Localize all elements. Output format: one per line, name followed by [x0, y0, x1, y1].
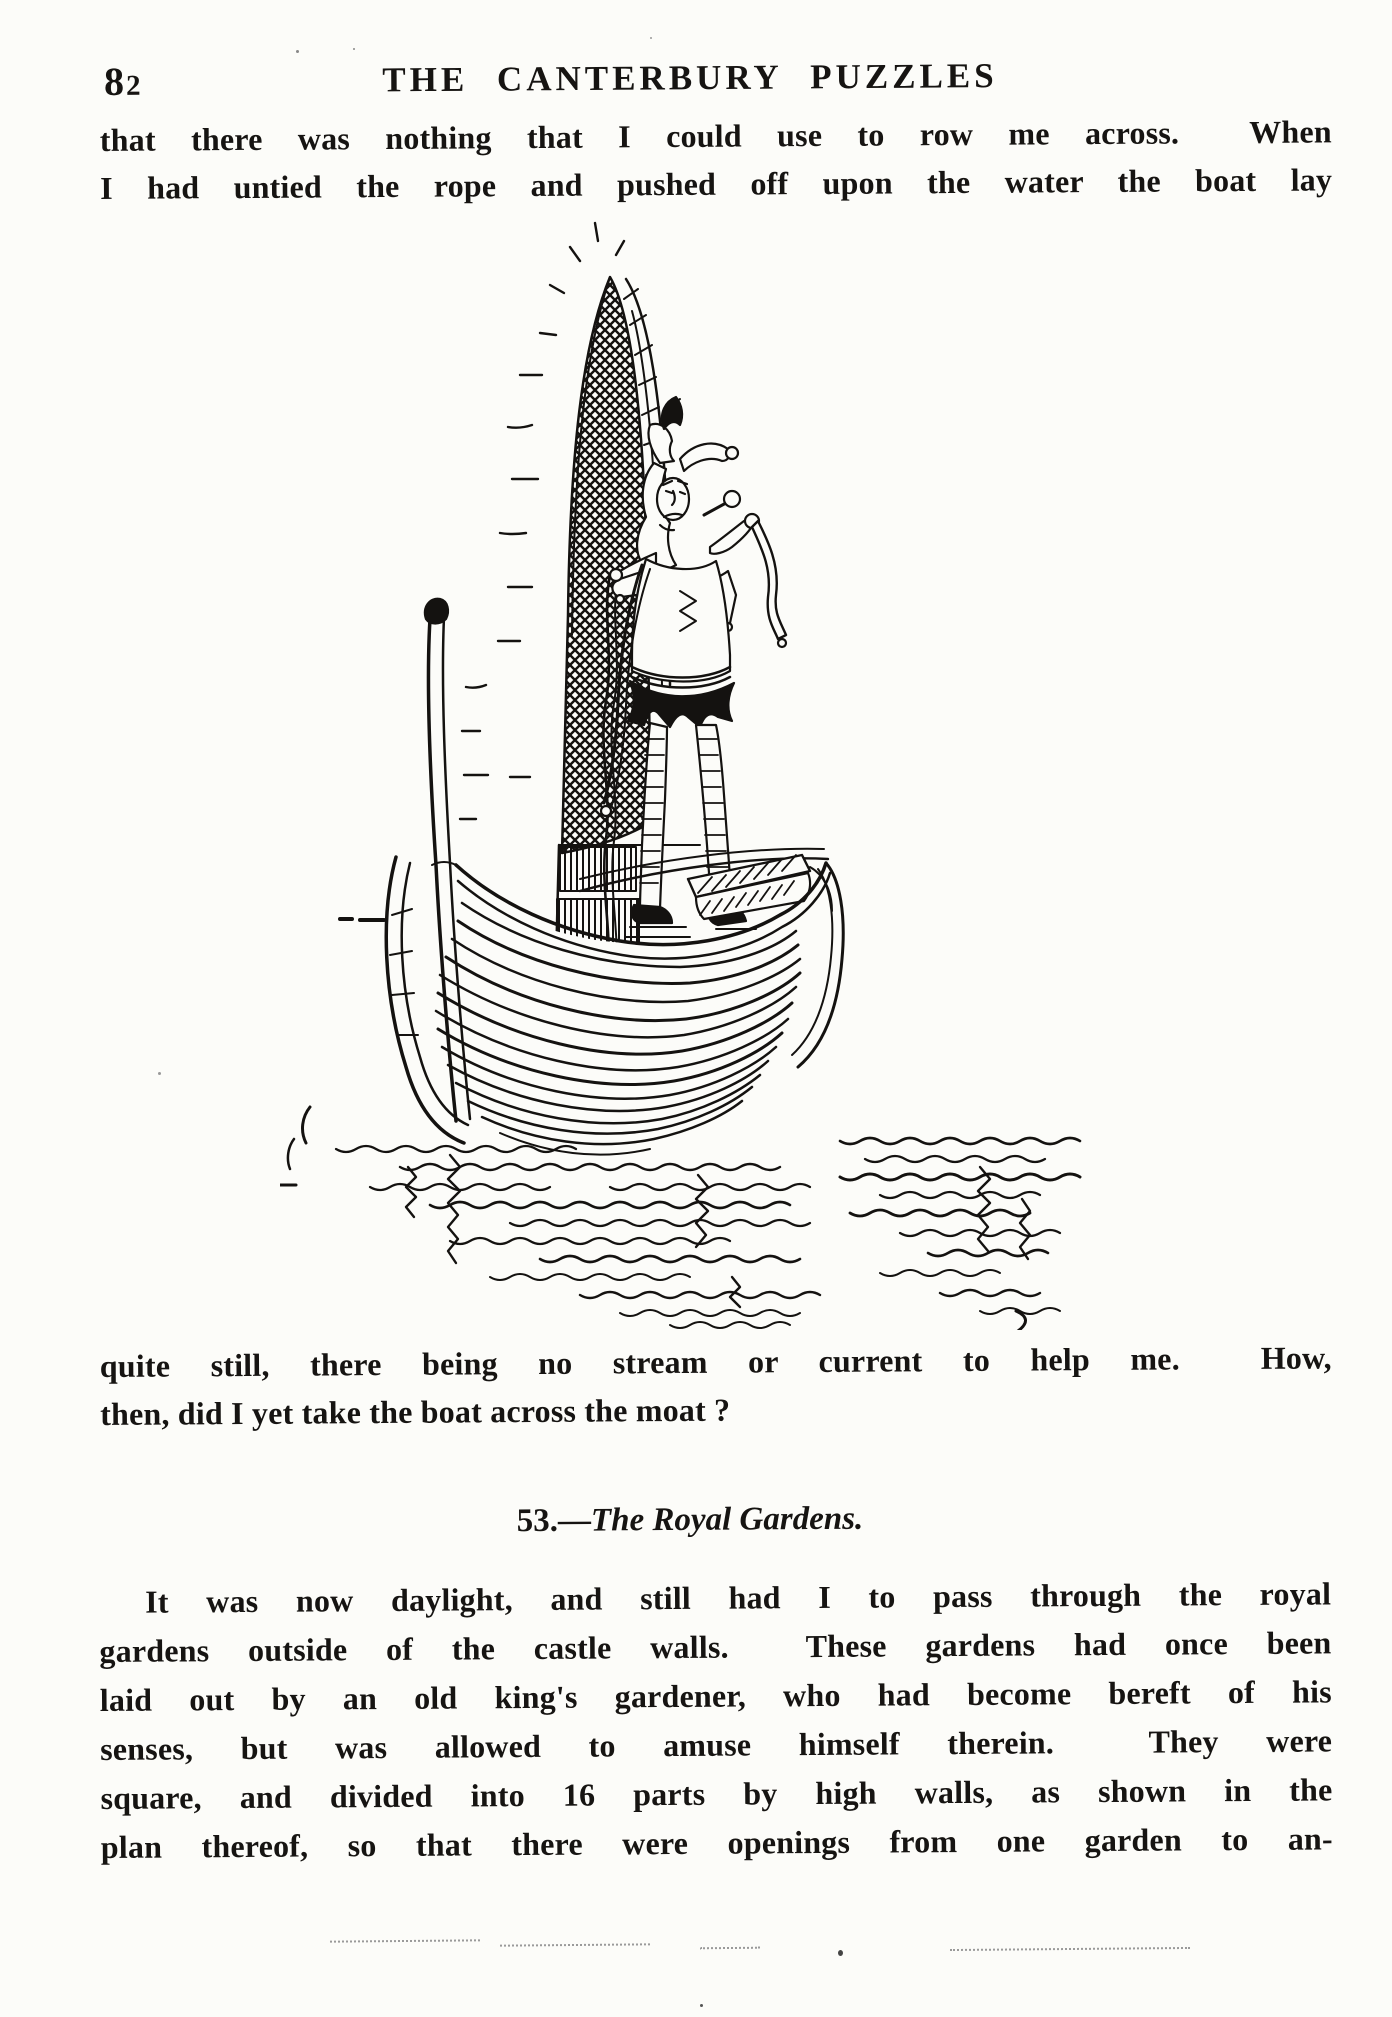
- scan-artifact-line: [700, 1947, 760, 1950]
- scan-speck: [700, 2004, 703, 2007]
- running-header: THE CANTERBURY PUZZLES: [382, 56, 998, 100]
- scan-artifact-line: [500, 1943, 650, 1946]
- section-number: 53.: [516, 1502, 559, 1540]
- body-line: square, and divided into 16 parts by high walls, as shown in the: [100, 1771, 1333, 1816]
- scan-speck: [158, 1072, 161, 1075]
- section-dash: —: [557, 1502, 592, 1539]
- marotte-ball: [724, 491, 740, 507]
- body-line: laid out by an old king's gardener, who had become bereft of his: [99, 1673, 1332, 1719]
- section-title: The Royal Gardens.: [590, 1500, 864, 1539]
- body-line: It was now daylight, and still had I to pass through the royal: [145, 1575, 1332, 1620]
- paragraph-2: [100, 1333, 1333, 1438]
- paragraph-3: [99, 1569, 1333, 1872]
- scan-speck: [296, 50, 299, 53]
- scan-artifact-line: [950, 1947, 1190, 1951]
- body-line: gardens outside of the castle walls. These gardens had once been: [99, 1624, 1332, 1670]
- dangling-slipper: [752, 521, 786, 639]
- scan-artifact-line: [330, 1939, 480, 1942]
- body-line: quite still, there being no stream or current to help me. How,: [99, 1339, 1332, 1385]
- cap-bell: [726, 447, 738, 459]
- scan-speck: [838, 1950, 843, 1956]
- body-line: senses, but was allowed to amuse himself therein. They were: [100, 1722, 1333, 1767]
- section-heading: [100, 1498, 1280, 1543]
- body-line: I had untied the rope and pushed off upon the water the boat lay: [100, 161, 1333, 206]
- paragraph-1: [100, 107, 1333, 212]
- scan-speck: [353, 48, 355, 50]
- body-line: then, did I yet take the boat across the moat ?: [100, 1391, 731, 1432]
- jester-boat-illustration: [280, 215, 1110, 1330]
- scan-speck: [650, 37, 652, 39]
- body-line: plan thereof, so that there were openings from one garden to an-: [100, 1820, 1333, 1865]
- body-line: that there was nothing that I could use to row me across. When: [99, 113, 1332, 159]
- page-number: 82: [103, 58, 143, 104]
